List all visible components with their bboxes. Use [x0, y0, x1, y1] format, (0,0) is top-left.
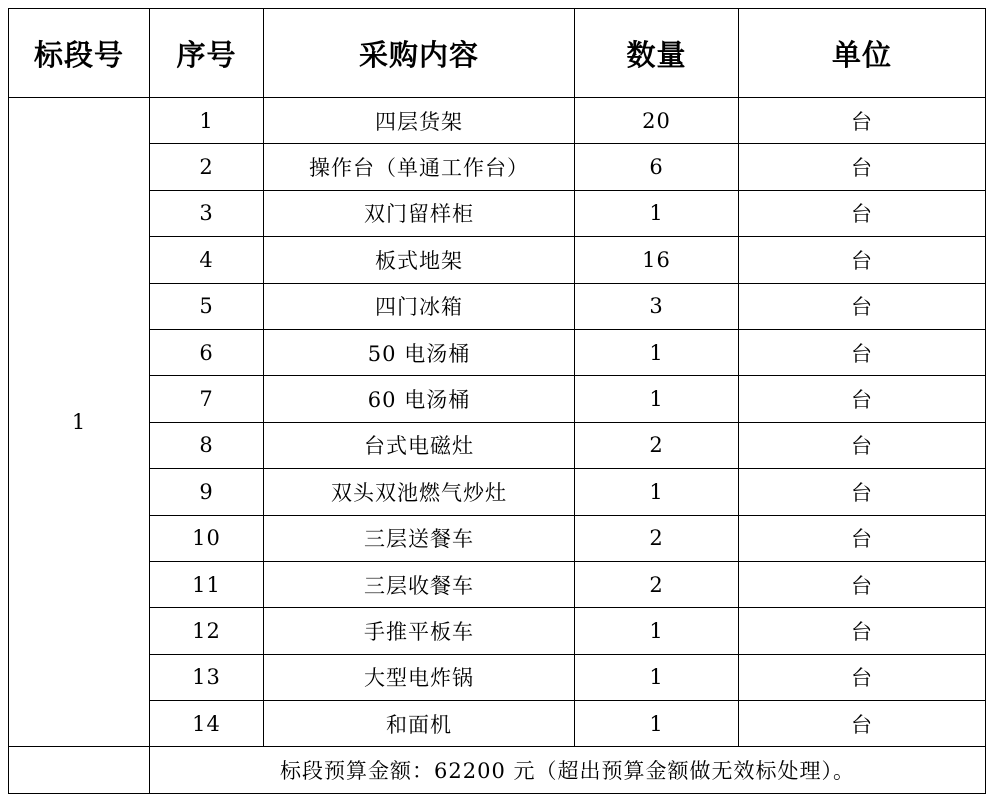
content-cell: 50 电汤桶 [264, 329, 575, 375]
procurement-table [8, 8, 986, 794]
qty-cell: 1 [575, 190, 739, 236]
seq-cell: 3 [150, 190, 264, 236]
header-row [9, 9, 986, 98]
content-cell: 60 电汤桶 [264, 376, 575, 422]
qty-cell: 2 [575, 422, 739, 468]
seq-cell: 9 [150, 469, 264, 515]
unit-cell: 台 [739, 515, 986, 561]
seq-cell: 12 [150, 608, 264, 654]
seq-cell: 2 [150, 144, 264, 190]
content-cell: 双头双池燃气炒灶 [264, 469, 575, 515]
unit-cell: 台 [739, 329, 986, 375]
table-row [9, 701, 986, 747]
content-cell: 大型电炸锅 [264, 654, 575, 700]
table-row [9, 469, 986, 515]
footer-blank-cell [9, 747, 150, 793]
seq-cell: 1 [150, 98, 264, 144]
qty-cell: 3 [575, 283, 739, 329]
seq-cell: 14 [150, 701, 264, 747]
unit-cell: 台 [739, 376, 986, 422]
footer-row [9, 747, 986, 793]
content-cell: 三层收餐车 [264, 561, 575, 607]
qty-cell: 1 [575, 329, 739, 375]
content-cell: 手推平板车 [264, 608, 575, 654]
content-cell: 台式电磁灶 [264, 422, 575, 468]
qty-cell: 6 [575, 144, 739, 190]
seq-cell: 13 [150, 654, 264, 700]
unit-cell: 台 [739, 237, 986, 283]
header-section: 标段号 [9, 9, 150, 98]
content-cell: 双门留样柜 [264, 190, 575, 236]
header-qty: 数量 [575, 9, 739, 98]
unit-cell: 台 [739, 283, 986, 329]
table-row [9, 515, 986, 561]
table-body [9, 98, 986, 794]
header-unit: 单位 [739, 9, 986, 98]
unit-cell: 台 [739, 608, 986, 654]
unit-cell: 台 [739, 701, 986, 747]
table-row [9, 561, 986, 607]
qty-cell: 1 [575, 654, 739, 700]
qty-cell: 1 [575, 608, 739, 654]
unit-cell: 台 [739, 561, 986, 607]
table-row [9, 144, 986, 190]
seq-cell: 8 [150, 422, 264, 468]
unit-cell: 台 [739, 654, 986, 700]
budget-note: 标段预算金额：62200 元（超出预算金额做无效标处理）。 [150, 747, 986, 793]
table-row [9, 422, 986, 468]
qty-cell: 2 [575, 561, 739, 607]
content-cell: 和面机 [264, 701, 575, 747]
qty-cell: 16 [575, 237, 739, 283]
qty-cell: 20 [575, 98, 739, 144]
qty-cell: 2 [575, 515, 739, 561]
table-row [9, 376, 986, 422]
content-cell: 三层送餐车 [264, 515, 575, 561]
seq-cell: 4 [150, 237, 264, 283]
content-cell: 四层货架 [264, 98, 575, 144]
seq-cell: 10 [150, 515, 264, 561]
seq-cell: 11 [150, 561, 264, 607]
table-row [9, 329, 986, 375]
unit-cell: 台 [739, 144, 986, 190]
qty-cell: 1 [575, 701, 739, 747]
content-cell: 操作台（单通工作台） [264, 144, 575, 190]
content-cell: 四门冰箱 [264, 283, 575, 329]
unit-cell: 台 [739, 190, 986, 236]
unit-cell: 台 [739, 98, 986, 144]
qty-cell: 1 [575, 469, 739, 515]
section-number-cell: 1 [9, 98, 150, 747]
table-row [9, 654, 986, 700]
unit-cell: 台 [739, 469, 986, 515]
qty-cell: 1 [575, 376, 739, 422]
unit-cell: 台 [739, 422, 986, 468]
table-row [9, 190, 986, 236]
seq-cell: 5 [150, 283, 264, 329]
seq-cell: 7 [150, 376, 264, 422]
table-row [9, 237, 986, 283]
content-cell: 板式地架 [264, 237, 575, 283]
table-row [9, 283, 986, 329]
header-seq: 序号 [150, 9, 264, 98]
table-row [9, 608, 986, 654]
header-content: 采购内容 [264, 9, 575, 98]
seq-cell: 6 [150, 329, 264, 375]
table-row [9, 98, 986, 144]
